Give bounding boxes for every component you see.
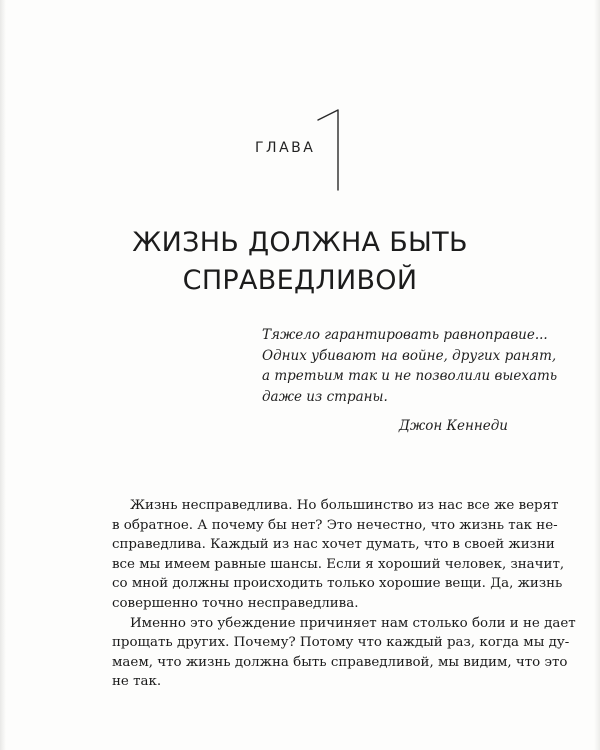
body-line: совершенно точно несправедлива. bbox=[112, 595, 359, 611]
chapter-number-glyph bbox=[310, 108, 350, 192]
epigraph-line: Одних убивают на войне, других ранят, bbox=[262, 347, 557, 364]
chapter-label: ГЛАВА bbox=[255, 140, 316, 156]
body-line: справедлива. Каждый из нас хочет думать, что в своей жизни bbox=[112, 537, 555, 553]
page-edge-right bbox=[594, 0, 600, 750]
body-line: Жизнь несправедлива. Но большинство из нас все же верят bbox=[130, 498, 559, 513]
body-line: Именно это убеждение причиняет нам столько боли и не дает bbox=[130, 615, 576, 631]
epigraph bbox=[262, 325, 558, 407]
body-line: не так. bbox=[112, 674, 162, 690]
epigraph-author: Джон Кеннеди bbox=[398, 418, 508, 434]
page-edge-left bbox=[0, 0, 6, 750]
body-line: все мы имеем равные шансы. Если я хороший человек, значит, bbox=[112, 556, 565, 572]
body-line: прощать других. Почему? Потому что каждый раз, когда мы ду- bbox=[112, 635, 570, 651]
chapter-title-line-2: СПРАВЕДЛИВОЙ bbox=[182, 265, 418, 296]
body-line: в обратное. А почему бы нет? Это нечестно, что жизнь так не- bbox=[112, 517, 558, 533]
epigraph-line: а третьим так и не позволили выехать bbox=[262, 368, 558, 384]
body-line: со мной должны происходить только хорошие вещи. Да, жизнь bbox=[112, 576, 563, 592]
chapter-title-line-1: ЖИЗНЬ ДОЛЖНА БЫТЬ bbox=[132, 227, 468, 258]
body-line: маем, что жизнь должна быть справедливой, мы видим, что это bbox=[112, 654, 568, 670]
epigraph-line: Тяжело гарантировать равноправие... bbox=[262, 327, 548, 343]
epigraph-line: даже из страны. bbox=[262, 388, 388, 405]
chapter-title bbox=[60, 224, 540, 300]
body-text bbox=[112, 496, 576, 692]
